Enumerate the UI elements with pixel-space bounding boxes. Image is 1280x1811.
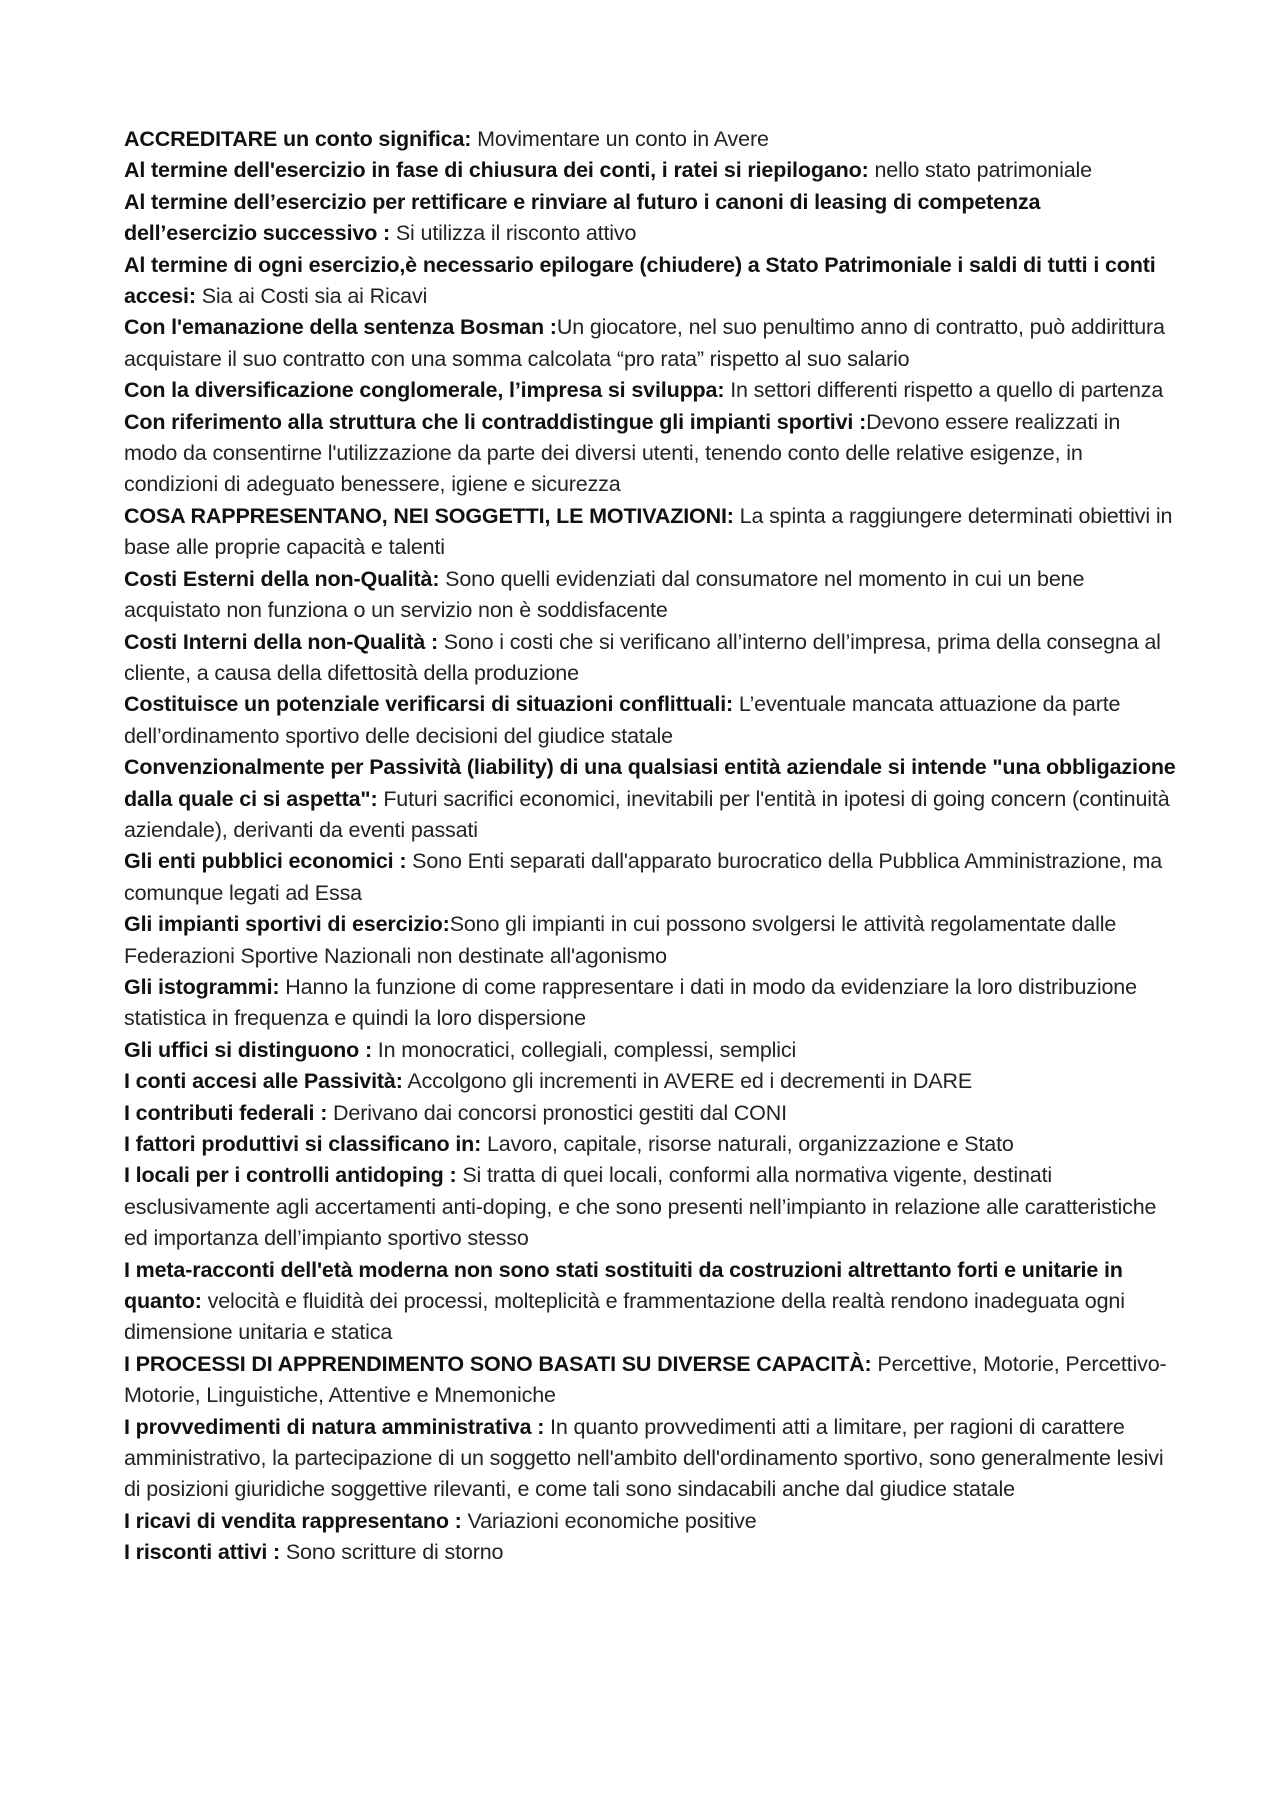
entry-question: I risconti attivi : [124,1540,281,1565]
entry-question: I locali per i controlli antidoping : [124,1163,457,1188]
entry-answer: Hanno la funzione di come rappresentare i dati in modo da evidenziare la loro distribuzione statistica in frequenza e quindi la loro dispersione [124,974,1137,1031]
entry-question: Al termine dell’esercizio per rettificare e rinviare al futuro i canoni di leasing di competenza dell’esercizio successivo : [124,189,1041,246]
entry [124,689,1176,752]
entry-answer: Lavoro, capitale, risorse naturali, organizzazione e Stato [481,1132,1014,1156]
entry-question: Gli impianti sportivi di esercizio: [124,912,450,937]
entry-question: I conti accesi alle Passività: [124,1069,403,1094]
entry [124,627,1176,690]
document-page [124,124,1176,1569]
entry-answer: Futuri sacrifici economici, inevitabili per l'entità in ipotesi di going concern (continuità aziendale), derivanti da eventi passati [124,786,1170,842]
entry [124,1160,1176,1254]
entry-answer: In quanto provvedimenti atti a limitare, per ragioni di carattere amministrativo, la partecipazione di un soggetto nell'ambito dell'ordinamento sportivo, sono generalmente lesivi di posizioni giuridiche soggettive rilevanti, e come tali sono sindacabili anche dal giudice statale [124,1414,1164,1502]
entry-question: Con riferimento alla struttura che li contraddistingue gli impianti sportivi : [124,409,867,434]
entry-question: Con la diversificazione conglomerale, l’impresa si sviluppa: [124,378,725,403]
entry-answer: Devono essere realizzati in modo da consentirne l'utilizzazione da parte dei diversi utenti, tenendo conto delle relative esigenze, in condizioni di adeguato benessere, igiene e sicurezza [124,409,1121,497]
entry [124,1349,1176,1412]
entry-answer: La spinta a raggiungere determinati obiettivi in base alle proprie capacità e talenti [124,503,1173,560]
entry [124,1537,1176,1568]
entry [124,846,1176,909]
entry-answer: Sono quelli evidenziati dal consumatore nel momento in cui un bene acquistato non funziona o un servizio non è soddisfacente [124,566,1085,623]
entry-question: I contributi federali : [124,1100,328,1125]
entry-question: I PROCESSI DI APPRENDIMENTO SONO BASATI SU DIVERSE CAPACITÀ: [124,1351,872,1376]
entry-answer: Sia ai Costi sia ai Ricavi [195,284,428,309]
entry-question: I provvedimenti di natura amministrativa : [124,1414,545,1439]
entry-answer: Sono i costi che si verificano all’interno dell’impresa, prima della consegna al cliente, a causa della difettosità della produzione [124,629,1161,685]
entry [124,1129,1176,1160]
entry [124,407,1176,501]
entry [124,1506,1176,1537]
entry [124,1035,1176,1066]
entry-answer: Accolgono gli incrementi in AVERE ed i decrementi in DARE [402,1069,973,1094]
entry-question: Costi Esterni della non-Qualità: [124,566,440,591]
entry-question: Gli uffici si distinguono : [124,1037,372,1062]
entry [124,564,1176,627]
entry-question: Con l'emanazione della sentenza Bosman : [124,315,557,340]
entry-question: Convenzionalmente per Passività (liability) di una qualsiasi entità aziendale si intende "una obbligazione dalla quale ci si aspetta": [124,755,1176,811]
entry [124,1066,1176,1097]
entry-question: COSA RAPPRESENTANO, NEI SOGGETTI, LE MOTIVAZIONI: [124,503,734,528]
entry-answer: velocità e fluidità dei processi, molteplicità e frammentazione della realtà rendono inadeguata ogni dimensione unitaria e statica [124,1289,1125,1345]
entry-answer: L’eventuale mancata attuazione da parte dell’ordinamento sportivo delle decisioni del giudice statale [124,692,1121,748]
entry [124,250,1176,313]
entry-answer: Sono gli impianti in cui possono svolgersi le attività regolamentate dalle Federazioni Sportive Nazionali non destinate all'agonismo [124,912,1117,968]
entry-question: I ricavi di vendita rappresentano : [124,1508,462,1533]
entry-answer: Percettive, Motorie, Percettivo-Motorie, Linguistiche, Attentive e Mnemoniche [124,1351,1167,1408]
entry [124,187,1176,250]
entry [124,1255,1176,1349]
entry-answer: In monocratici, collegiali, complessi, semplici [371,1037,797,1062]
entry-question: Al termine di ogni esercizio,è necessario epilogare (chiudere) a Stato Patrimoniale i saldi di tutti i conti accesi: [124,252,1156,309]
entry [124,1098,1176,1129]
entry-question: Gli enti pubblici economici : [124,849,407,874]
entry-answer: Un giocatore, nel suo penultimo anno di contratto, può addirittura acquistare il suo contratto con una somma calcolata “pro rata” rispetto al suo salario [124,315,1165,371]
entry-question: Al termine dell'esercizio in fase di chiusura dei conti, i ratei si riepilogano: [124,158,869,183]
entry [124,375,1176,406]
entry [124,909,1176,972]
entry [124,972,1176,1035]
entry-question: Costituisce un potenziale verificarsi di situazioni conflittuali: [124,692,734,717]
entry [124,501,1176,564]
entry-question: I fattori produttivi si classificano in: [124,1132,482,1156]
entry [124,752,1176,846]
entry [124,155,1176,186]
entry-question: ACCREDITARE un conto significa: [124,127,472,151]
entry-answer: nello stato patrimoniale [868,158,1092,183]
entry-answer: Movimentare un conto in Avere [471,127,769,151]
entry-question: Costi Interni della non-Qualità : [124,629,438,654]
entry-answer: Si utilizza il risconto attivo [390,221,637,246]
entry-answer: Sono Enti separati dall'apparato burocratico della Pubblica Amministrazione, ma comunque legati ad Essa [124,849,1163,905]
entry [124,1412,1176,1506]
entry-answer: Sono scritture di storno [280,1540,504,1565]
entry [124,312,1176,375]
entry-answer: Variazioni economiche positive [461,1508,757,1533]
entry-question: Gli istogrammi: [124,974,280,999]
entry-question: I meta-racconti dell'età moderna non sono stati sostituiti da costruzioni altrettanto forti e unitarie in quanto: [124,1257,1123,1314]
entry-answer: In settori differenti rispetto a quello di partenza [724,378,1164,403]
entry-answer: Si tratta di quei locali, conformi alla normativa vigente, destinati esclusivamente agli accertamenti anti-doping, e che sono presenti nell’impianto in relazione alle caratteristiche ed importanza dell’impianto sportivo stesso [124,1163,1157,1251]
entry [124,124,1176,155]
entry-answer: Derivano dai concorsi pronostici gestiti dal CONI [327,1100,787,1125]
